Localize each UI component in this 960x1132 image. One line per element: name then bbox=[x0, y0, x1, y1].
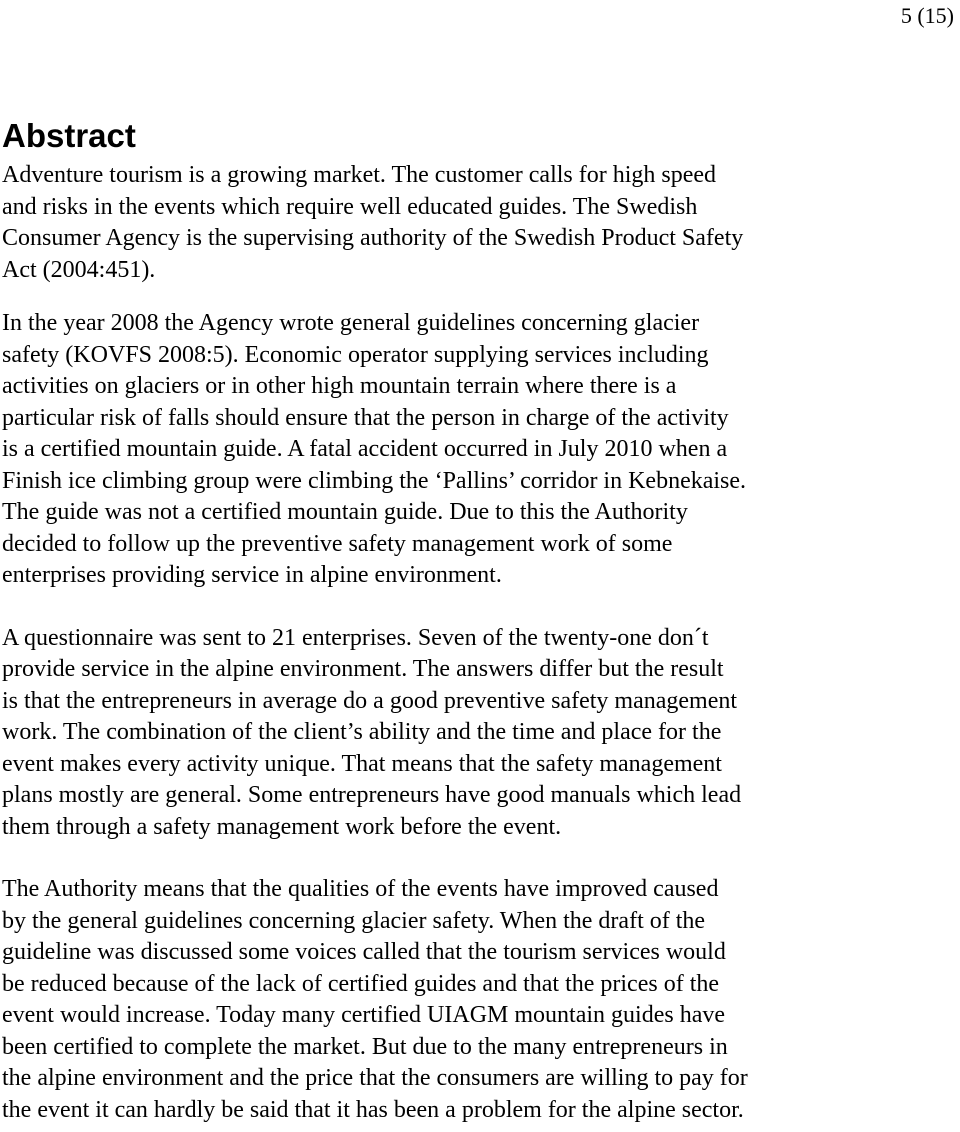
paragraph-2: In the year 2008 the Agency wrote general guidelines concerning glacier safety (KOVFS 2008:5). Economic operator supplying services including activities on glaciers or in other high mountain terrain where there is a particular risk of falls should ensure that the person in charge of the activity is a certified mountain guide. A fatal accident occurred in July 2010 when a Finish ice climbing group were climbing the ‘Pallins’ corridor in Kebnekaise. The guide was not a certified mountain guide. Due to this the Authority decided to follow up the preventive safety management work of some enterprises providing service in alpine environment. bbox=[2, 310, 747, 588]
page-number: 5 (15) bbox=[900, 3, 954, 28]
paragraph-spacer bbox=[2, 592, 952, 623]
paragraph-spacer bbox=[2, 286, 952, 308]
paragraph-1: Adventure tourism is a growing market. The customer calls for high speed and risks in the events which require well educated guides. The Swedish Consumer Agency is the supervising authority of the Swedish Product Safety Act (2004:451). bbox=[2, 162, 744, 283]
paragraph-4: The Authority means that the qualities of the events have improved caused by the general guidelines concerning glacier safety. When the draft of the guideline was discussed some voices called that the tourism services would be reduced because of the lack of certified guides and that the prices of the event would increase. Today many certified UIAGM mountain guides have been certified to complete the market. But due to the many entrepreneurs in the alpine environment and the price that the consumers are willing to pay for the event it can hardly be said that it has been a problem for the alpine sector. bbox=[2, 876, 748, 1123]
document-body bbox=[2, 116, 952, 1126]
paragraph-spacer bbox=[2, 843, 952, 874]
paragraph-3: A questionnaire was sent to 21 enterprises. Seven of the twenty-one don´t provide service in the alpine environment. The answers differ but the result is that the entrepreneurs in average do a good preventive safety management work. The combination of the client’s ability and the time and place for the event makes every activity unique. That means that the safety management plans mostly are general. Some entrepreneurs have good manuals which lead them through a safety management work before the event. bbox=[2, 624, 742, 840]
abstract-heading: Abstract bbox=[2, 117, 136, 154]
